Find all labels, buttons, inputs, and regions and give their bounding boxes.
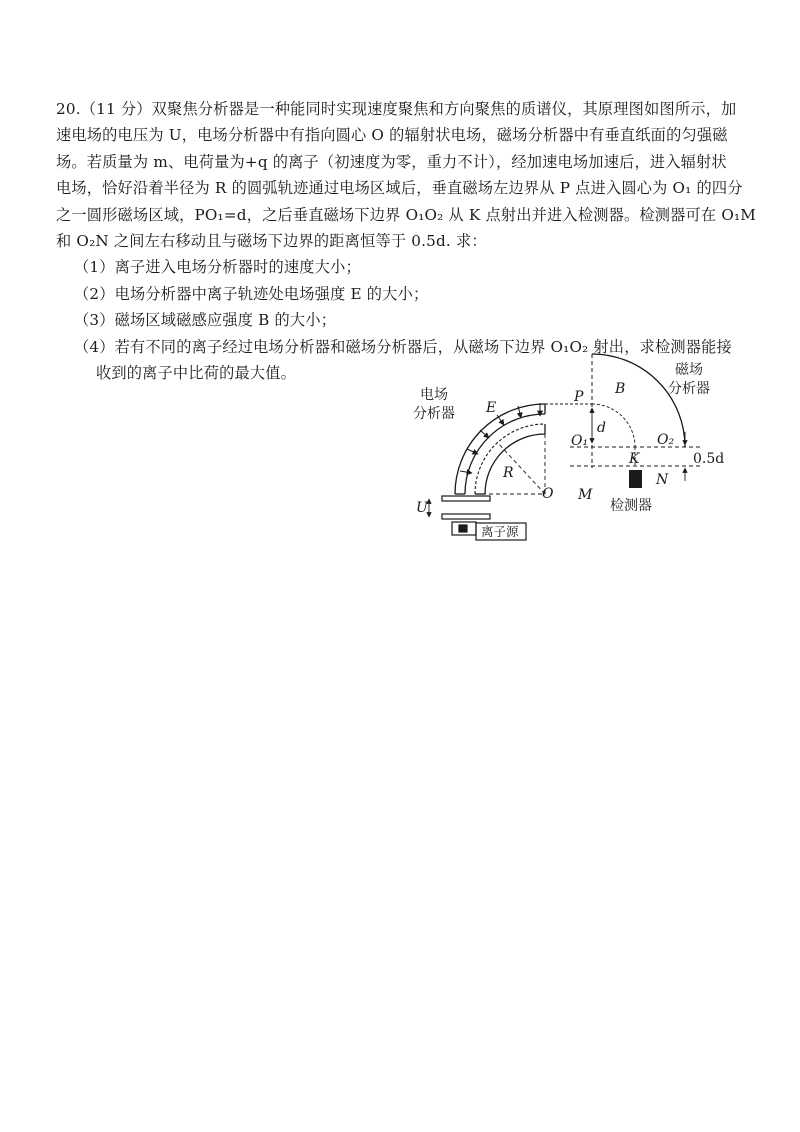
electric-analyzer-inner-plate [455, 404, 545, 494]
label-r: R [503, 465, 514, 481]
question-3: （3）磁场区域磁感应强度 B 的大小； [74, 311, 337, 330]
ion-source-emitter [459, 525, 467, 532]
label-o2: O₂ [657, 432, 675, 448]
magnetic-analyzer-label-1: 磁场 [675, 362, 703, 378]
analyzer-diagram-svg [400, 346, 760, 551]
label-p: P [574, 389, 584, 405]
problem-line-1: 20.（11 分）双聚焦分析器是一种能同时实现速度聚焦和方向聚焦的质谱仪，其原理图如图所示，加 [56, 100, 737, 118]
label-o: O [542, 486, 554, 502]
problem-line-2: 速电场的电压为 U，电场分析器中有指向圆心 O 的辐射状电场，磁场分析器中有垂直纸面的匀强磁 [56, 126, 728, 145]
electric-analyzer [455, 404, 545, 494]
label-k: K [629, 451, 640, 467]
question-1: （1）离子进入电场分析器时的速度大小； [74, 258, 361, 277]
label-half-d: 0.5d [693, 451, 725, 467]
field-arrow [460, 471, 472, 473]
problem-line-3: 场。若质量为 m、电荷量为+q 的离子（初速度为零，重力不计），经加速电场加速后，进入辐射状 [56, 152, 727, 171]
analyzer-diagram [400, 346, 760, 551]
field-arrow [467, 449, 478, 454]
label-d: d [597, 420, 606, 436]
question-4: （4）若有不同的离子经过电场分析器和磁场分析器后，从磁场下边界 O₁O₂ 射出，求检测器能接 [74, 337, 732, 356]
label-u: U [416, 500, 428, 516]
problem-line-6: 和 O₂N 之间左右移动且与磁场下边界的距离恒等于 0.5d. 求： [56, 232, 487, 251]
question-4-continued: 收到的离子中比荷的最大值。 [96, 364, 297, 383]
label-o1: O₁ [571, 433, 589, 449]
lower-plate [442, 514, 490, 519]
question-2: （2）电场分析器中离子轨迹处电场强度 E 的大小； [74, 284, 429, 303]
detector-block [629, 470, 642, 488]
ion-source-label: 离子源 [481, 524, 519, 539]
electric-analyzer-label-1: 电场 [420, 387, 448, 403]
detector-label: 检测器 [610, 498, 652, 514]
problem-line-4: 电场，恰好沿着半径为 R 的圆弧轨迹通过电场区域后，垂直磁场左边界从 P 点进入圆心为 O₁ 的四分 [56, 179, 743, 198]
field-arrow [480, 430, 489, 438]
label-e: E [486, 400, 497, 416]
problem-line-5: 之一圆形磁场区域，PO₁=d，之后垂直磁场下边界 O₁O₂ 从 K 点射出并进入检测器。检测器可在 O₁M [56, 205, 757, 224]
electric-analyzer-outer-plate [485, 434, 545, 494]
label-n: N [656, 472, 669, 488]
upper-plate [442, 496, 490, 501]
electric-analyzer-label-2: 分析器 [413, 406, 455, 422]
label-b: B [615, 381, 626, 397]
problem-text [56, 96, 757, 386]
label-m: M [578, 487, 593, 503]
magnetic-analyzer-label-2: 分析器 [668, 381, 710, 397]
